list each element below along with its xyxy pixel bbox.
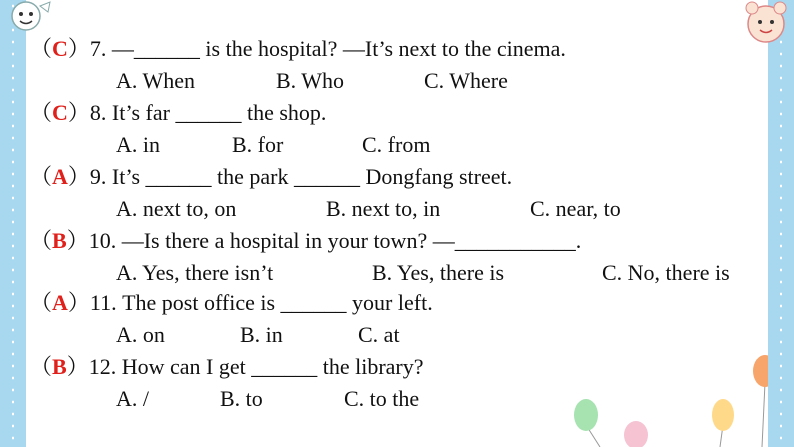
left-border <box>0 0 26 447</box>
question-9-option-b: B. next to, in <box>326 196 441 221</box>
question-8-option-b: B. for <box>232 132 284 157</box>
right-border <box>768 0 794 447</box>
cartoon-bear-icon <box>734 0 794 52</box>
question-10-option-b: B. Yes, there is <box>372 260 505 285</box>
question-7-stem: （C）7. —______ is the hospital? —It’s next to the cinema. <box>30 36 566 61</box>
question-12-stem: （B）12. How can I get ______ the library? <box>30 354 424 379</box>
question-11-stem: （A）11. The post office is ______ your left. <box>30 290 433 315</box>
answer-12: B <box>52 354 67 379</box>
question-10-option-a: A. Yes, there isn’t <box>116 260 274 285</box>
question-10-option-c: C. No, there is <box>602 260 730 285</box>
question-7-option-c: C. Where <box>424 68 508 93</box>
question-11-option-b: B. in <box>240 322 283 347</box>
answer-7: C <box>52 36 68 61</box>
question-9-option-a: A. next to, on <box>116 196 237 221</box>
answer-11: A <box>52 290 68 315</box>
answer-9: A <box>52 164 68 189</box>
question-11-option-a: A. on <box>116 322 165 347</box>
question-12-option-a: A. / <box>116 386 149 411</box>
question-9-stem: （A）9. It’s ______ the park ______ Dongfang street. <box>30 164 513 189</box>
question-12-option-c: C. to the <box>344 386 420 411</box>
question-11-option-c: C. at <box>358 322 400 347</box>
question-10-stem: （B）10. —Is there a hospital in your town? —___________. <box>30 228 582 253</box>
question-9-option-c: C. near, to <box>530 196 621 221</box>
question-8-stem: （C）8. It’s far ______ the shop. <box>30 100 327 125</box>
question-8-option-c: C. from <box>362 132 431 157</box>
question-7-option-a: A. When <box>116 68 196 93</box>
question-8-option-a: A. in <box>116 132 160 157</box>
answer-10: B <box>52 228 67 253</box>
balloons-icon <box>540 355 768 447</box>
question-7-option-b: B. Who <box>276 68 345 93</box>
question-12-option-b: B. to <box>220 386 263 411</box>
answer-8: C <box>52 100 68 125</box>
